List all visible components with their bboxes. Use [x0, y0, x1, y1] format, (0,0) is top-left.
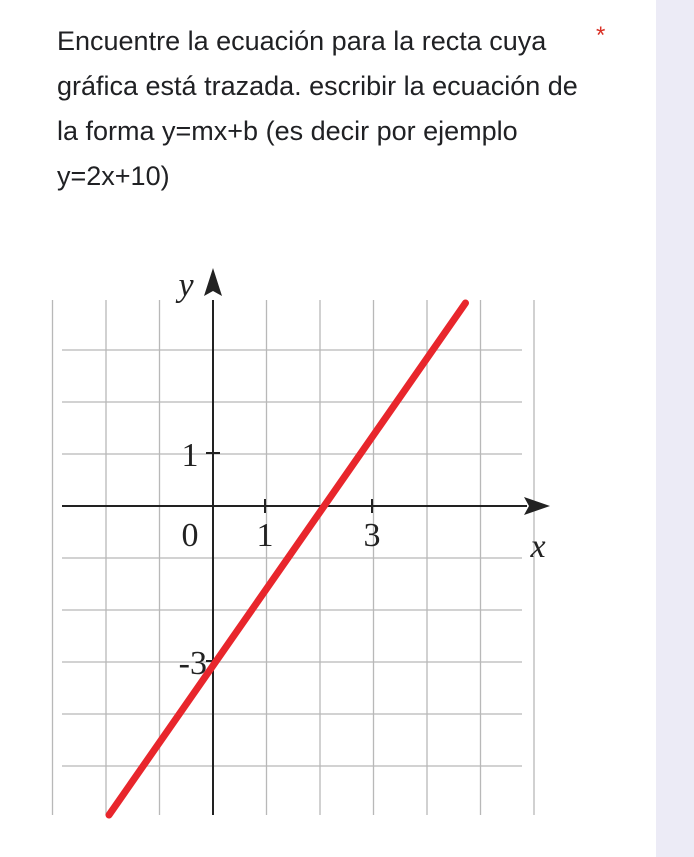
x-axis-label: x — [530, 528, 546, 565]
plotted-line — [109, 303, 466, 815]
y-axis-label: y — [178, 267, 194, 304]
x-axis-arrow-icon — [524, 497, 550, 515]
y-axis-arrow-icon — [204, 268, 222, 296]
required-marker: * — [596, 22, 606, 49]
y-tick-label-minus-3: -3 — [178, 645, 207, 682]
x-tick-label-0: 0 — [181, 517, 199, 554]
question-text: Encuentre la ecuación para la recta cuya gráfica está trazada. escribir la ecuación de la forma y=mx+b (es decir por ejemplo y=2x+10) — [57, 26, 578, 191]
x-tick-label-1: 1 — [256, 517, 274, 554]
grid-lines — [53, 300, 535, 815]
y-tick-label-1: 1 — [181, 437, 199, 474]
x-tick-label-3: 3 — [363, 517, 381, 554]
